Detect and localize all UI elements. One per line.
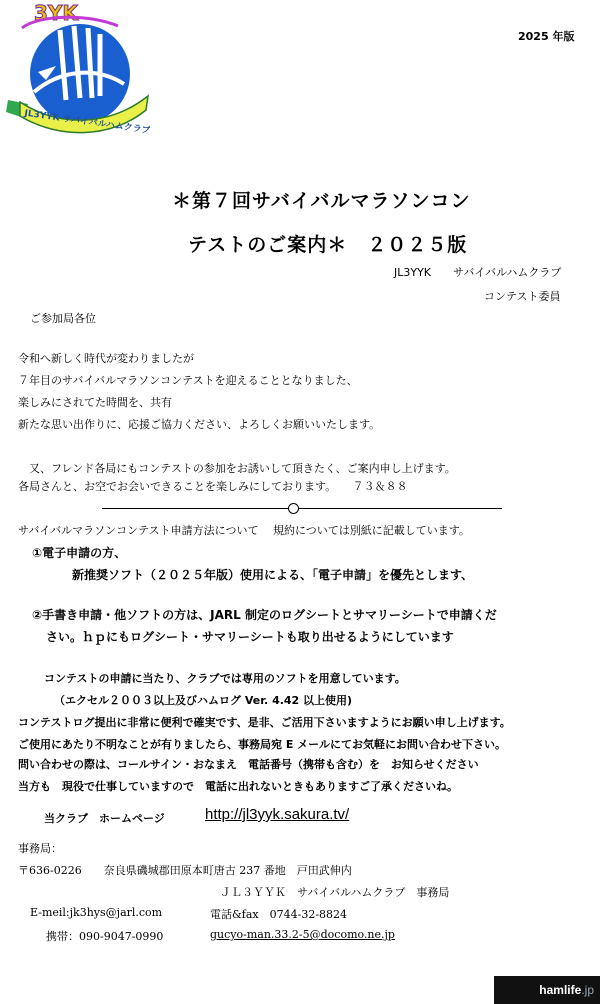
intro-line-1: 令和へ新しく時代が変わりましたが bbox=[18, 352, 194, 365]
office-mobile-email[interactable]: gucyo-man.33.2-5@docomo.ne.jp bbox=[210, 928, 395, 941]
page-title-line1: ＊第７回サバイバルマラソンコン bbox=[172, 190, 471, 212]
software-line2: （エクセル２００３以上及びハムログ Ver. 4.42 以上使用) bbox=[54, 694, 353, 707]
item1-body: 新推奨ソフト（２０２５年版）使用による、「電子申請」を優先とします、 bbox=[72, 568, 474, 582]
office-email[interactable]: E-meil:jk3hys@jarl.com bbox=[30, 906, 163, 919]
intro-line-3: 楽しみにされてた時間を、共有 bbox=[18, 396, 172, 409]
logo-top-text: 3YK bbox=[34, 1, 78, 25]
software-line4: ご使用にあたり不明なことが有りましたら、事務局宛 E メールにてお気軽にお問い合わせ下さい。 bbox=[18, 738, 506, 751]
invite-line-1: 又、フレンド各局にもコンテストの参加をお誘いして頂きたく、ご案内申し上げます。 bbox=[18, 462, 456, 475]
item2-line2: さい。ｈｐにもログシート・サマリーシートも取り出せるようにしています bbox=[46, 630, 454, 644]
intro-line-4: 新たな思い出作りに、応援ご協力ください、よろしくお願いいたします。 bbox=[18, 418, 381, 431]
divider-left bbox=[102, 508, 288, 509]
club-logo bbox=[0, 0, 150, 140]
office-tel: 電話&fax 0744-32-8824 bbox=[210, 908, 348, 921]
method-heading: サバイバルマラソンコンテスト申請方法について 規約については別紙に記載しています。 bbox=[18, 524, 470, 537]
software-line5: 問い合わせの際は、コールサイン・おなまえ 電話番号（携帯も含む）を お知らせください bbox=[18, 758, 479, 771]
divider-right bbox=[298, 508, 502, 509]
item2-line1: ②手書き申請・他ソフトの方は、JARL 制定のログシートとサマリーシートで申請くだ bbox=[32, 608, 497, 622]
greeting: ご参加局各位 bbox=[30, 312, 96, 325]
invite-line-2: 各局さんと、お空でお会いできることを楽しみにしております。 ７３＆８８ bbox=[18, 480, 408, 493]
office-heading: 事務局： bbox=[18, 842, 62, 855]
software-line6: 当方も 現役で仕事していますので 電話に出れないときもありますご了承くださいね。 bbox=[18, 780, 458, 793]
office-address: 〒636-0226 奈良県磯城郡田原本町唐古 237 番地 戸田武伸内 bbox=[18, 864, 352, 877]
office-club: ＪＬ３ＹＹＫ サバイバルハムクラブ 事務局 bbox=[220, 886, 450, 899]
software-line3: コンテストログ提出に非常に便利で確実です、是非、ご活用下さいますようにお願い申し上げます。 bbox=[18, 716, 511, 729]
logo-ribbon-text: JL3YYK サバイバルハムクラブ bbox=[23, 108, 150, 137]
hamlife-brand: hamlife bbox=[539, 983, 582, 997]
software-line1: コンテストの申請に当たり、クラブでは専用のソフトを用意しています。 bbox=[44, 672, 406, 685]
year-label: 2025 年版 bbox=[518, 30, 575, 43]
page-title-line2: テストのご案内＊ ２０２５版 bbox=[188, 234, 468, 256]
issuer-line2: コンテスト委員 bbox=[484, 290, 561, 303]
homepage-link[interactable]: http://jl3yyk.sakura.tv/ bbox=[205, 806, 350, 823]
issuer-line1: JL3YYK サバイバルハムクラブ bbox=[394, 266, 562, 279]
office-mobile: 携帯：090-9047-0990 bbox=[46, 930, 164, 943]
hamlife-watermark bbox=[494, 976, 600, 1004]
item1-title: ①電子申請の方、 bbox=[32, 546, 127, 560]
hamlife-tld: .jp bbox=[581, 983, 594, 997]
homepage-label: 当クラブ ホームページ bbox=[44, 812, 165, 825]
intro-line-2: ７年目のサバイバルマラソンコンテストを迎えることとなりました、 bbox=[18, 374, 358, 387]
